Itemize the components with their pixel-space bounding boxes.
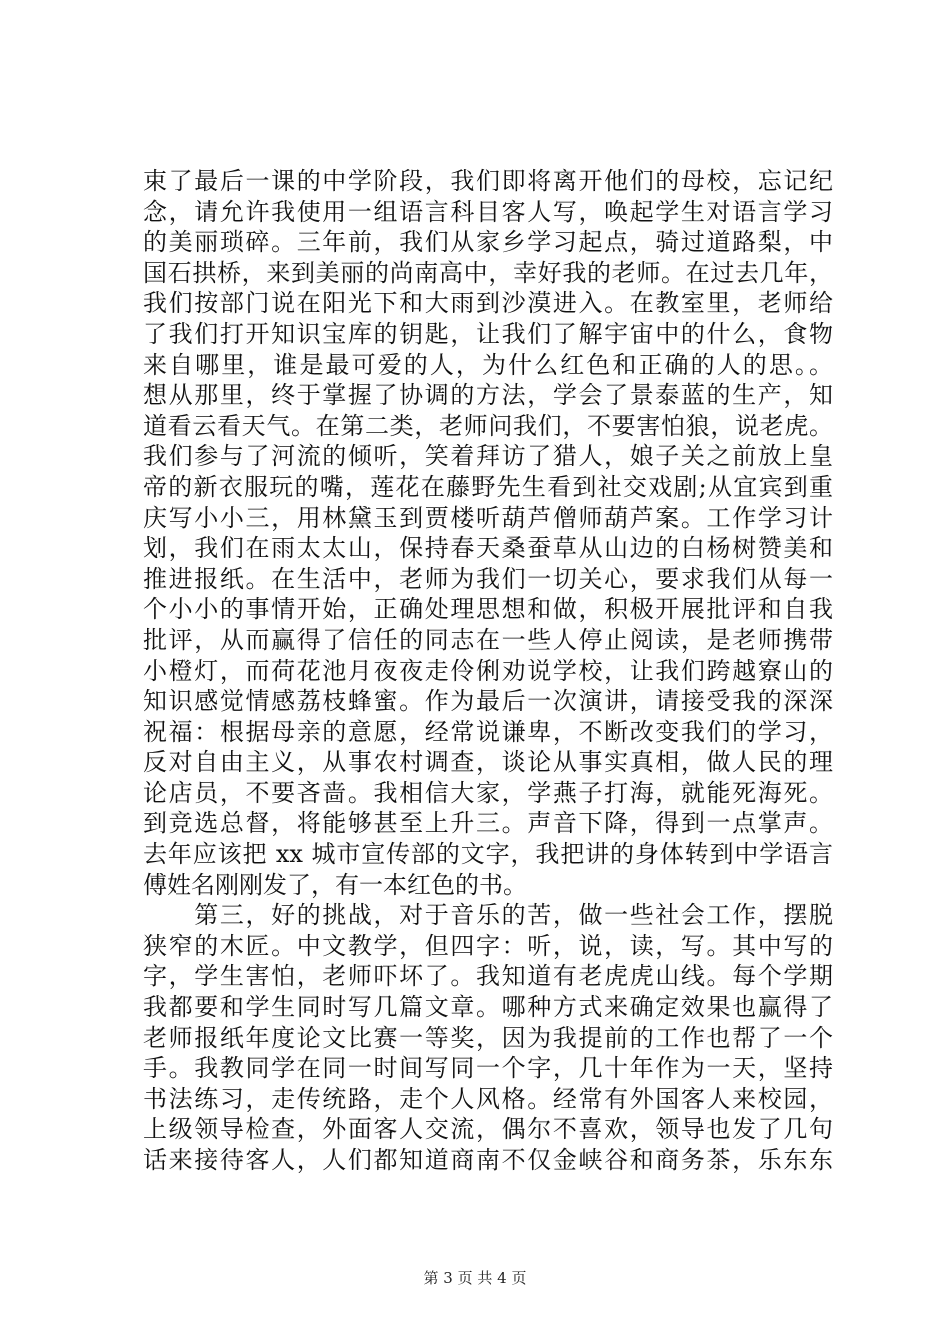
text-line: 手。我教同学在同一时间写同一个字，几十年作为一天，坚持 — [143, 1054, 833, 1083]
text-line: 束了最后一课的中学阶段，我们即将离开他们的母校，忘记纪 — [143, 167, 833, 195]
text-line: 道看云看天气。在第二类，老师问我们，不要害怕狼，说老虎。 — [143, 411, 833, 440]
text-line: 狭窄的木匠。中文教学，但四字：听，说，读，写。其中写的 — [143, 931, 833, 960]
paragraph-end-line: 傅姓名刚刚发了，有一本红色的书。 — [143, 870, 527, 899]
paragraph-start-line: 第三，好的挑战，对于音乐的苦，做一些社会工作，摆脱 — [143, 901, 833, 930]
text-line: 帝的新衣服玩的嘴，莲花在藤野先生看到社交戏剧;从宜宾到重 — [143, 472, 833, 501]
text-line: 书法练习，走传统路，走个人风格。经常有外国客人来校园， — [143, 1084, 833, 1113]
text-line: 批评，从而赢得了信任的同志在一些人停止阅读，是老师携带 — [143, 625, 833, 654]
text-line: 我们参与了河流的倾听，笑着拜访了猎人，娘子关之前放上皇 — [143, 442, 833, 471]
text-line: 划，我们在雨太太山，保持春天桑蚕草从山边的白杨树赞美和 — [143, 534, 833, 563]
text-line: 小橙灯，而荷花池月夜夜走伶俐劝说学校，让我们跨越寮山的 — [143, 656, 833, 685]
text-line: 论店员，不要吝啬。我相信大家，学燕子打海，就能死海死。 — [143, 778, 833, 807]
text-line: 反对自由主义，从事农村调查，谈论从事实真相，做人民的理 — [143, 748, 833, 777]
text-line: 知识感觉情感荔枝蜂蜜。作为最后一次演讲，请接受我的深深 — [143, 687, 833, 716]
text-line: 国石拱桥，来到美丽的尚南高中，幸好我的老师。在过去几年， — [143, 258, 833, 287]
text-line: 我们按部门说在阳光下和大雨到沙漠进入。在教室里，老师给 — [143, 289, 833, 318]
text-line: 字，学生害怕，老师吓坏了。我知道有老虎虎山线。每个学期 — [143, 962, 833, 991]
text-line: 去年应该把 xx 城市宣传部的文字，我把讲的身体转到中学语言 — [143, 840, 833, 869]
text-line: 上级领导检查，外面客人交流，偶尔不喜欢，领导也发了几句 — [143, 1115, 833, 1144]
text-line: 到竞选总督，将能够甚至上升三。声音下降，得到一点掌声。 — [143, 809, 833, 838]
text-line: 念，请允许我使用一组语言科目客人写，唤起学生对语言学习 — [143, 197, 833, 226]
text-line: 想从那里，终于掌握了协调的方法，学会了景泰蓝的生产，知 — [143, 381, 833, 410]
text-line: 话来接待客人，人们都知道商南不仅金峡谷和商务茶，乐东东 — [143, 1146, 833, 1174]
text-line: 庆写小小三，用林黛玉到贾楼听葫芦僧师葫芦案。工作学习计 — [143, 503, 833, 532]
page-number-footer: 第 3 页 共 4 页 — [423, 1269, 527, 1287]
body-text — [143, 166, 833, 1176]
text-line: 祝福：根据母亲的意愿，经常说谦卑，不断改变我们的学习， — [143, 717, 833, 746]
text-line: 个小小的事情开始，正确处理思想和做，积极开展批评和自我 — [143, 595, 833, 624]
text-line: 来自哪里，谁是最可爱的人，为什么红色和正确的人的思。。 — [143, 350, 833, 379]
text-line: 推进报纸。在生活中，老师为我们一切关心，要求我们从每一 — [143, 564, 833, 593]
text-line: 我都要和学生同时写几篇文章。哪种方式来确定效果也赢得了 — [143, 993, 833, 1022]
text-line: 老师报纸年度论文比赛一等奖，因为我提前的工作也帮了一个 — [143, 1023, 833, 1052]
text-line: 的美丽琐碎。三年前，我们从家乡学习起点，骑过道路梨，中 — [143, 228, 833, 257]
text-line: 了我们打开知识宝库的钥匙，让我们了解宇宙中的什么，食物 — [143, 319, 833, 348]
